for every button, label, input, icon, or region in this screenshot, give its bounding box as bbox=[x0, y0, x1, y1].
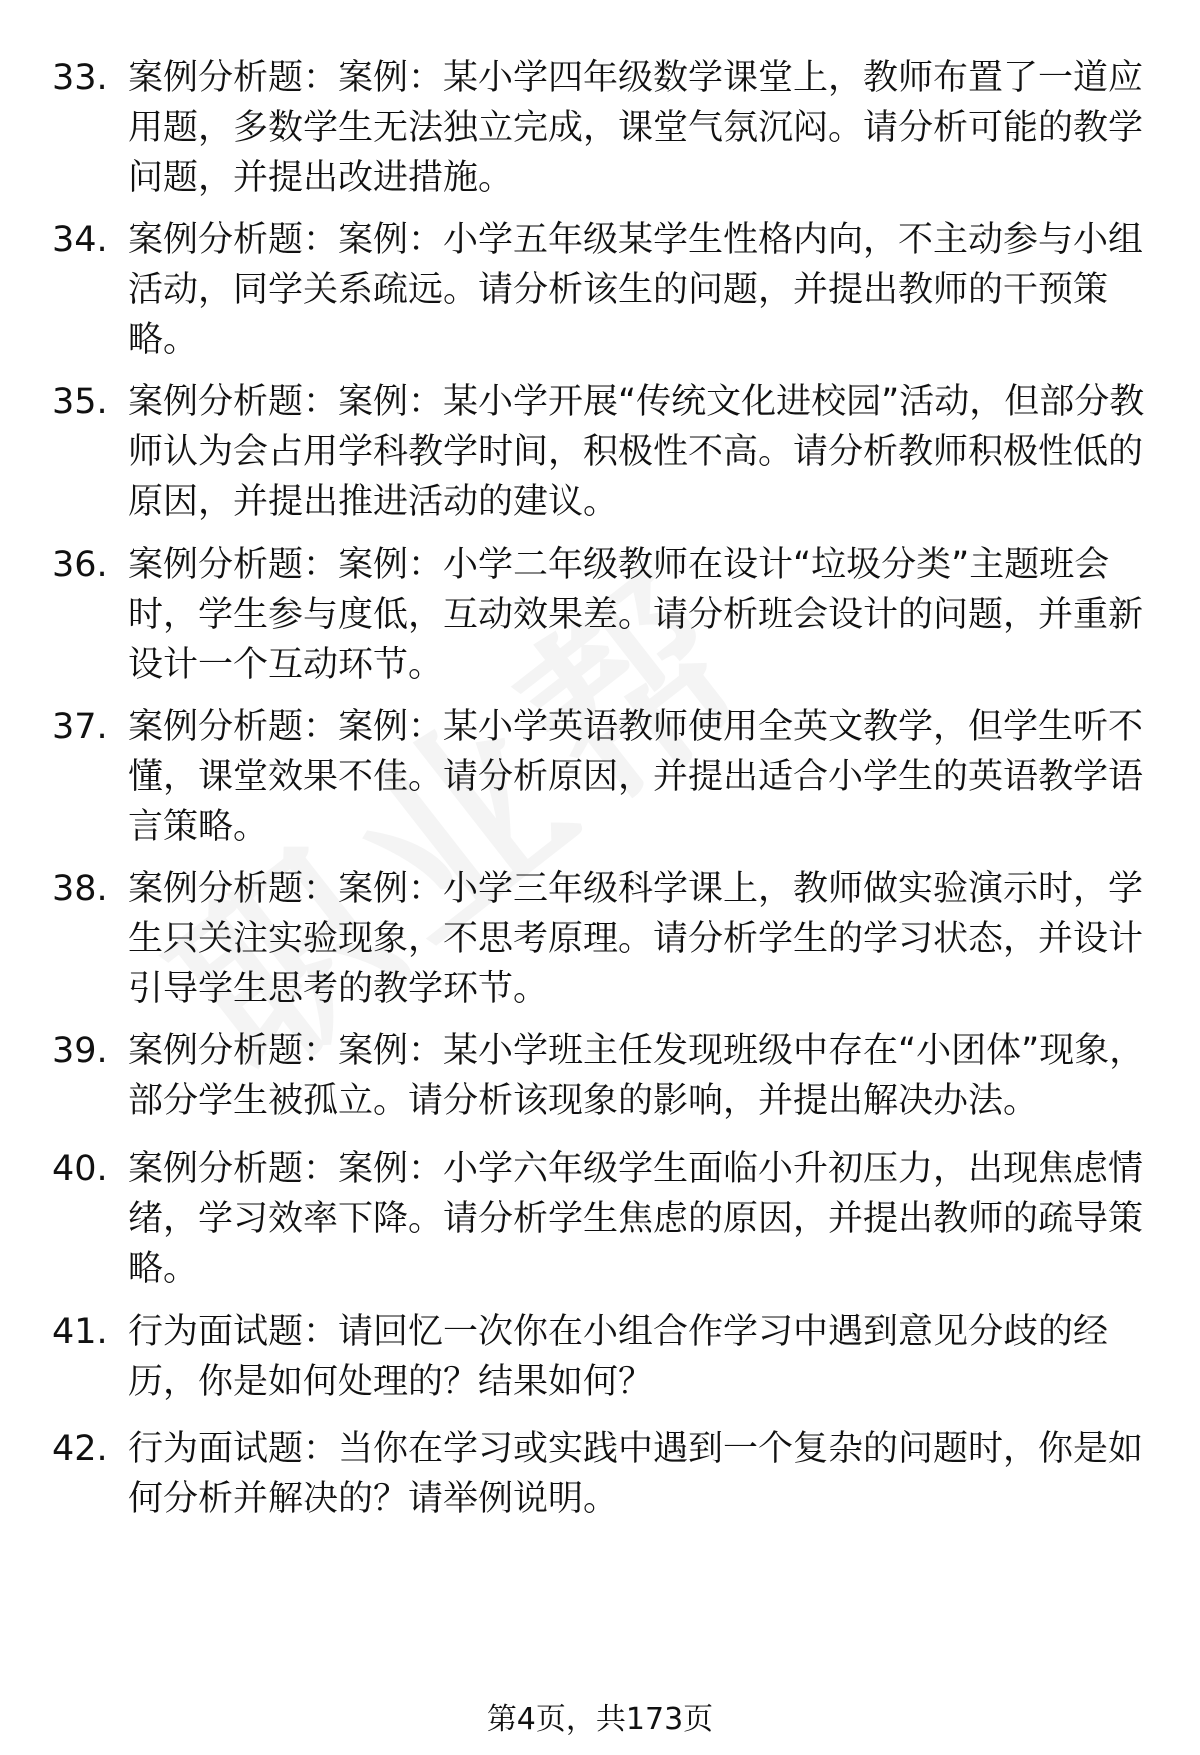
question-text: 案例分析题：案例：某小学开展“传统文化进校园”活动，但部分教师认为会占用学科教学时间，积极性不高。请分析教师积极性低的原因，并提出推进活动的建议。 bbox=[128, 382, 1145, 522]
question-text: 案例分析题：案例：某小学四年级数学课堂上，教师布置了一道应用题，多数学生无法独立完成，课堂气氛沉闷。请分析可能的教学问题，并提出改进措施。 bbox=[128, 58, 1144, 198]
question-text: 案例分析题：案例：某小学英语教师使用全英文教学，但学生听不懂，课堂效果不佳。请分析原因，并提出适合小学生的英语教学语言策略。 bbox=[128, 707, 1144, 847]
question-number: 36. bbox=[52, 545, 108, 585]
question-number: 40. bbox=[52, 1149, 108, 1189]
question-item bbox=[52, 215, 1152, 365]
question-number: 38. bbox=[52, 869, 108, 909]
question-number: 33. bbox=[52, 58, 108, 98]
question-item bbox=[52, 1307, 1152, 1407]
question-number: 35. bbox=[52, 382, 108, 422]
question-item bbox=[52, 53, 1152, 203]
page-footer: 第4页，共173页 bbox=[486, 1702, 714, 1737]
question-text: 行为面试题：请回忆一次你在小组合作学习中遇到意见分歧的经历，你是如何处理的？结果如何？ bbox=[128, 1312, 1109, 1402]
question-number: 42. bbox=[52, 1429, 108, 1469]
question-text: 案例分析题：案例：小学二年级教师在设计“垃圾分类”主题班会时，学生参与度低，互动效果差。请分析班会设计的问题，并重新设计一个互动环节。 bbox=[128, 545, 1144, 685]
question-item bbox=[52, 702, 1152, 852]
question-number: 41. bbox=[52, 1312, 108, 1352]
question-text: 案例分析题：案例：某小学班主任发现班级中存在“小团体”现象，部分学生被孤立。请分析该现象的影响，并提出解决办法。 bbox=[128, 1031, 1145, 1121]
question-item bbox=[52, 540, 1152, 690]
question-item bbox=[52, 377, 1152, 527]
question-item bbox=[52, 1144, 1152, 1294]
question-text: 行为面试题：当你在学习或实践中遇到一个复杂的问题时，你是如何分析并解决的？请举例说明。 bbox=[128, 1429, 1144, 1519]
question-number: 37. bbox=[52, 707, 108, 747]
question-text: 案例分析题：案例：小学五年级某学生性格内向，不主动参与小组活动，同学关系疏远。请分析该生的问题，并提出教师的干预策略。 bbox=[128, 220, 1144, 360]
question-text: 案例分析题：案例：小学六年级学生面临小升初压力，出现焦虑情绪，学习效率下降。请分析学生焦虑的原因，并提出教师的疏导策略。 bbox=[128, 1149, 1144, 1289]
question-number: 34. bbox=[52, 220, 108, 260]
question-item bbox=[52, 864, 1152, 1014]
question-item bbox=[52, 1026, 1152, 1126]
question-item bbox=[52, 1424, 1152, 1524]
question-number: 39. bbox=[52, 1031, 108, 1071]
question-text: 案例分析题：案例：小学三年级科学课上，教师做实验演示时，学生只关注实验现象，不思考原理。请分析学生的学习状态，并设计引导学生思考的教学环节。 bbox=[128, 869, 1144, 1009]
